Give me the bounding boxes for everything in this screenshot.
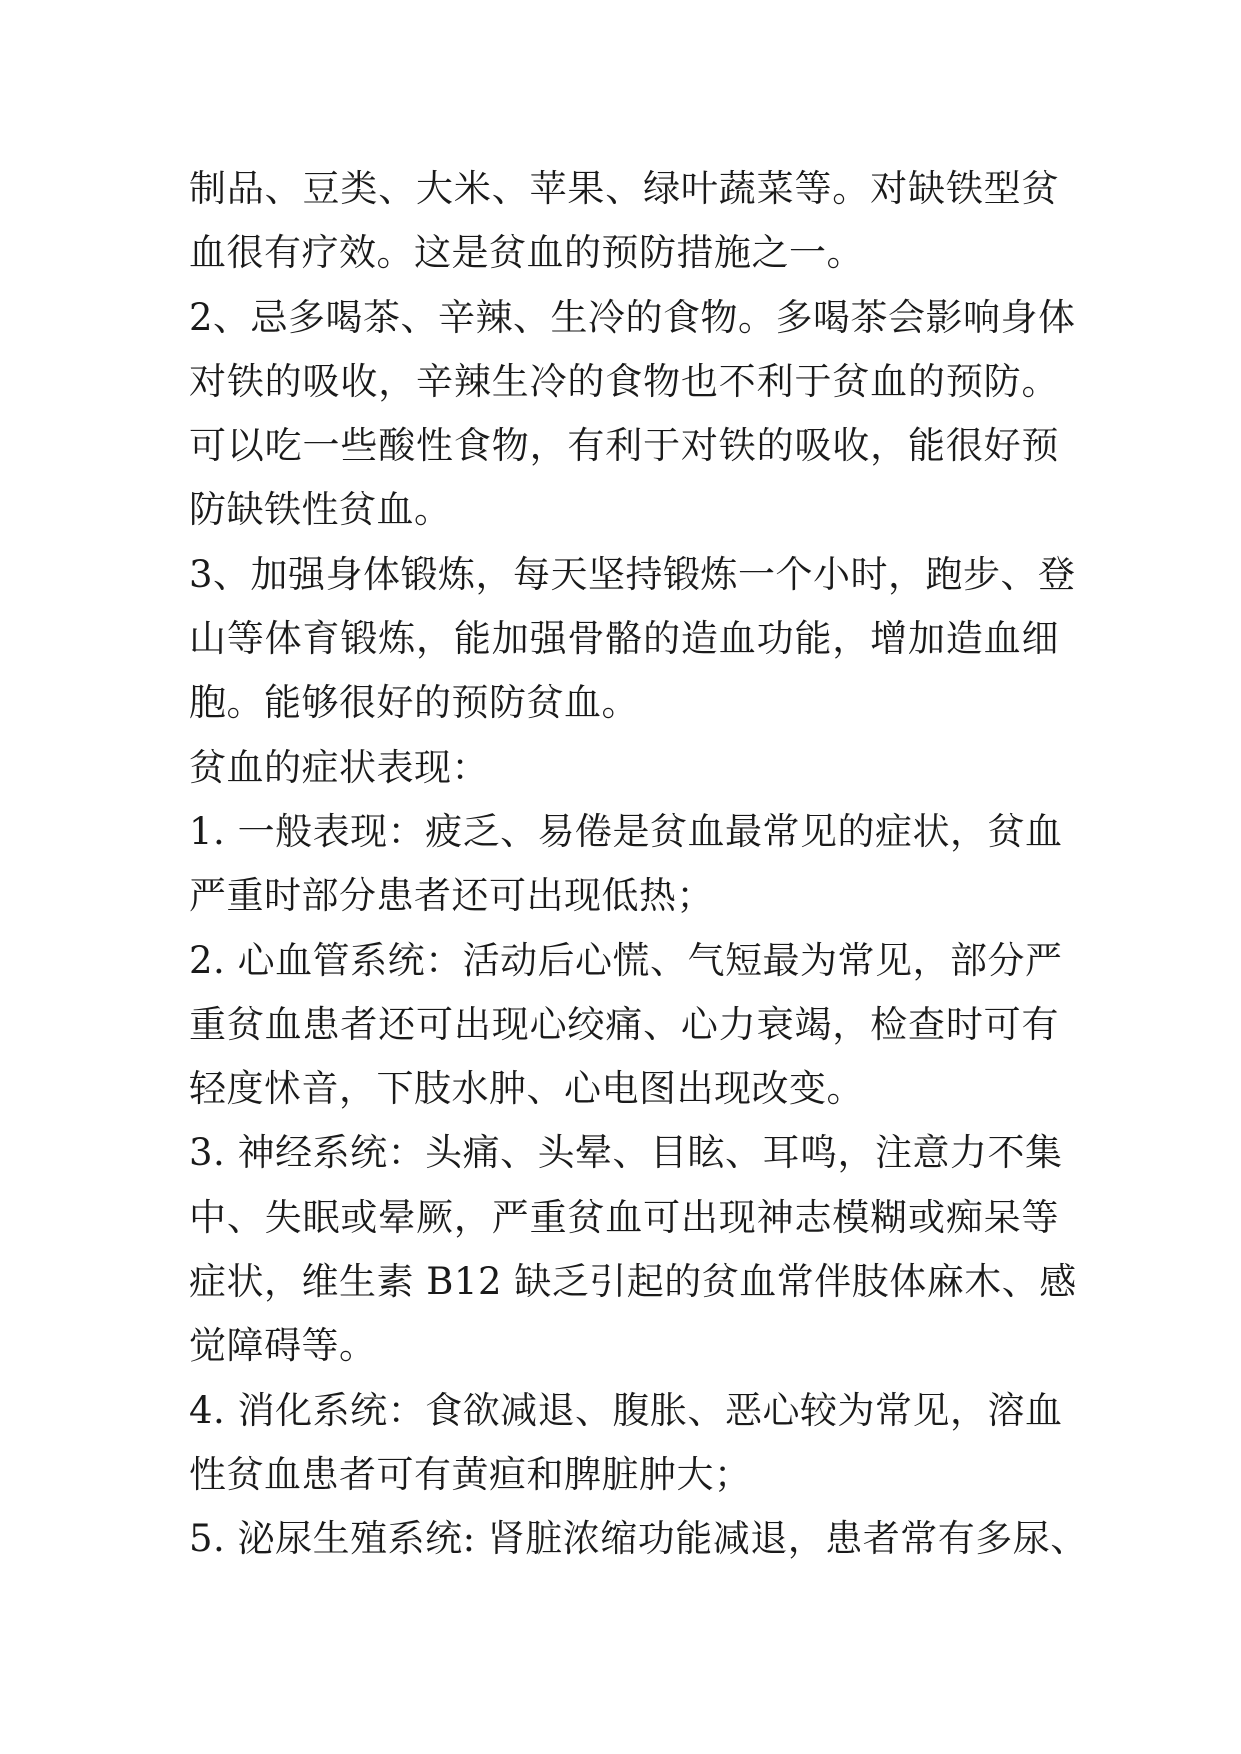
text-line: 2. 心血管系统：活动后心慌、气短最为常见，部分严 [189, 938, 1063, 982]
text-line: 可以吃一些酸性食物，有利于对铁的吸收，能很好预 [189, 424, 1059, 468]
text-line: 觉障碍等。 [189, 1324, 377, 1368]
section-heading: 贫血的症状表现： [189, 745, 489, 789]
text-line: 严重时部分患者还可出现低热； [189, 874, 714, 918]
text-line: 2、忌多喝茶、辛辣、生冷的食物。多喝茶会影响身体 [189, 295, 1076, 339]
text-line: 4. 消化系统：食欲减退、腹胀、恶心较为常见，溶血 [189, 1388, 1063, 1432]
text-line: 性贫血患者可有黄疸和脾脏肿大； [189, 1452, 752, 1496]
text-line: 5. 泌尿生殖系统: 肾脏浓缩功能减退，患者常有多尿、 [189, 1517, 1088, 1561]
text-line: 血很有疗效。这是贫血的预防措施之一。 [189, 231, 864, 275]
text-line: 制品、豆类、大米、苹果、绿叶蔬菜等。对缺铁型贫 [189, 167, 1059, 210]
text-line: 防缺铁性贫血。 [189, 488, 452, 532]
text-line: 重贫血患者还可出现心绞痛、心力衰竭，检查时可有 [189, 1002, 1059, 1046]
text-line: 症状，维生素 B12 缺乏引起的贫血常伴肢体麻木、感 [189, 1260, 1077, 1304]
text-line: 轻度怵音，下肢水肿、心电图出现改变。 [189, 1067, 864, 1111]
document-body [189, 157, 1088, 1572]
text-line: 胞。能够很好的预防贫血。 [189, 681, 639, 725]
text-line: 3、加强身体锻炼，每天坚持锻炼一个小时，跑步、登 [189, 552, 1076, 596]
text-line: 中、失眠或晕厥，严重贫血可出现神志模糊或痴呆等 [189, 1195, 1059, 1239]
text-line: 对铁的吸收，辛辣生冷的食物也不利于贫血的预防。 [189, 359, 1059, 403]
text-line: 3. 神经系统：头痛、头晕、目眩、耳鸣，注意力不集 [189, 1131, 1063, 1175]
text-line: 山等体育锻炼，能加强骨骼的造血功能，增加造血细 [189, 617, 1059, 661]
text-line: 1. 一般表现：疲乏、易倦是贫血最常见的症状，贫血 [189, 809, 1063, 853]
